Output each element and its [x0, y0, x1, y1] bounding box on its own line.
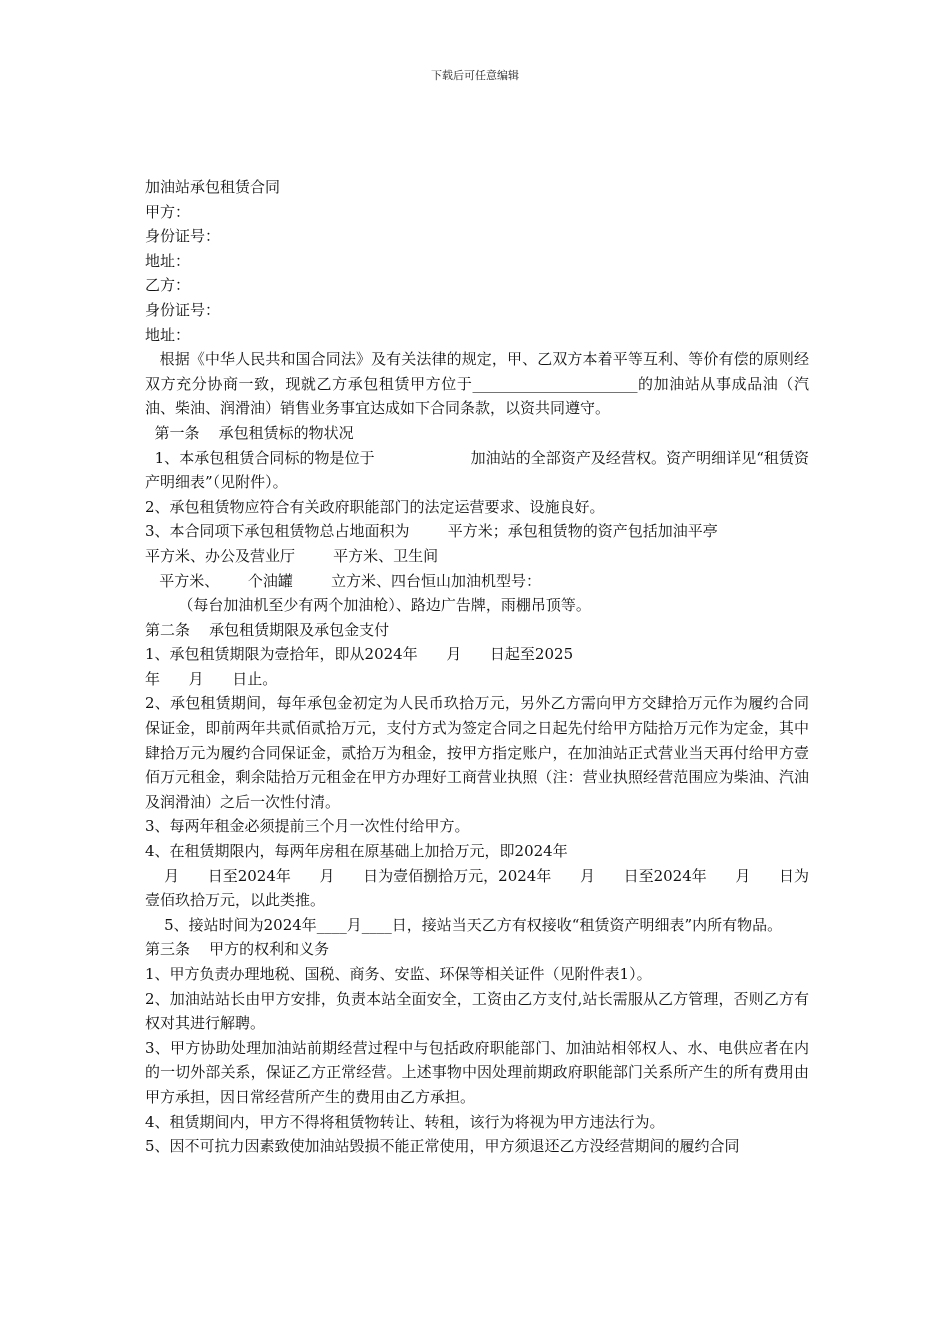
- article-3-clause-3: 3、甲方协助处理加油站前期经营过程中与包括政府职能部门、加油站相邻权人、水、电供应者在内的一切外部关系，保证乙方正常经营。上述事物中因处理前期政府职能部门关系所产生的所有费用由甲方承担，因日常经营所产生的费用由乙方承担。: [145, 1038, 809, 1106]
- document-title: 加油站承包租赁合同: [145, 178, 281, 196]
- contract-body: [145, 175, 809, 1159]
- party-b-label: 乙方：: [145, 276, 191, 295]
- article-3-clause-2: 2、加油站站长由甲方安排，负责本站全面安全，工资由乙方支付,站长需服从乙方管理，否则乙方有权对其进行解聘。: [145, 989, 809, 1033]
- article-1-title: 第一条 承包租赁标的物状况: [145, 423, 354, 442]
- party-a-label: 甲方：: [145, 202, 191, 221]
- article-3-title: 第三条 甲方的权利和义务: [145, 940, 330, 959]
- article-2-clause-3: 3、每两年租金必须提前三个月一次性付给甲方。: [145, 817, 470, 836]
- article-1-clause-3-line-3: 平方米、 个油罐 立方米、四台恒山加油机型号：: [145, 571, 542, 590]
- article-3-clause-5: 5、因不可抗力因素致使加油站毁损不能正常使用，甲方须退还乙方没经营期间的履约合同: [145, 1137, 740, 1156]
- article-2-clause-2: 2、承包租赁期间，每年承包金初定为人民币玖拾万元，另外乙方需向甲方交肆拾万元作为履约合同保证金，即前两年共贰佰贰拾万元，支付方式为签定合同之日起先付给甲方陆拾万元作为定金，其中肆拾万元为履约合同保证金，贰拾万为租金，按甲方指定账户，在加油站正式营业当天再付给甲方壹佰万元租金，剩余陆拾万元租金在甲方办理好工商营业执照（注：营业执照经营范围应为柴油、汽油及润滑油）之后一次性付清。: [145, 694, 809, 811]
- article-1-clause-2: 2、承包租赁物应符合有关政府职能部门的法定运营要求、设施良好。: [145, 497, 605, 516]
- party-b-address-label: 地址：: [145, 325, 191, 344]
- article-1-clause-3-line-4: （每台加油机至少有两个加油枪）、路边广告牌，雨棚吊顶等。: [145, 596, 591, 615]
- article-2-clause-5: 5、接站时间为2024年____月____日，接站当天乙方有权接收“租赁资产明细表”内所有物品。: [145, 915, 783, 934]
- party-a-address-label: 地址：: [145, 251, 191, 270]
- article-1-clause-3-line-1: 3、本合同项下承包租赁物总占地面积为 平方米；承包租赁物的资产包括加油平亭: [145, 522, 718, 541]
- page-header-note: 下载后可任意编辑: [431, 69, 519, 82]
- article-1-clause-3-line-2: 平方米、办公及营业厅 平方米、卫生间: [145, 546, 439, 565]
- article-2-clause-4-rest: 月 日至2024年 月 日为壹佰捌拾万元，2024年 月 日至2024年 月 日为壹佰玖拾万元，以此类推。: [145, 866, 809, 910]
- article-2-title: 第二条 承包租赁期限及承包金支付: [145, 620, 390, 639]
- article-1-clause-1: 1、本承包租赁合同标的物是位于 加油站的全部资产及经营权。资产明细详见“租赁资产明细表”（见附件）。: [145, 448, 809, 492]
- party-a-id-label: 身份证号：: [145, 227, 221, 246]
- article-3-clause-1: 1、甲方负责办理地税、国税、商务、安监、环保等相关证件（见附件表1）。: [145, 965, 652, 983]
- article-2-clause-4-line-1: 4、在租赁期限内，每两年房租在原基础上加拾万元，即2024年: [145, 842, 568, 861]
- party-b-id-label: 身份证号：: [145, 300, 221, 319]
- article-2-clause-1-line-2: 年 月 日止。: [145, 669, 278, 688]
- intro-paragraph: 根据《中华人民共和国合同法》及有关法律的规定，甲、乙双方本着平等互利、等价有偿的原则经双方充分协商一致，现就乙方承包租赁甲方位于______________________的加油站从事成品油（汽油、柴油、润滑油）销售业务事宜达成如下合同条款，以资共同遵守。: [145, 350, 809, 418]
- article-3-clause-4: 4、租赁期间内，甲方不得将租赁物转让、转租，该行为将视为甲方违法行为。: [145, 1112, 665, 1131]
- article-2-clause-1-line-1: 1、承包租赁期限为壹拾年，即从2024年 月 日起至2025: [145, 645, 574, 664]
